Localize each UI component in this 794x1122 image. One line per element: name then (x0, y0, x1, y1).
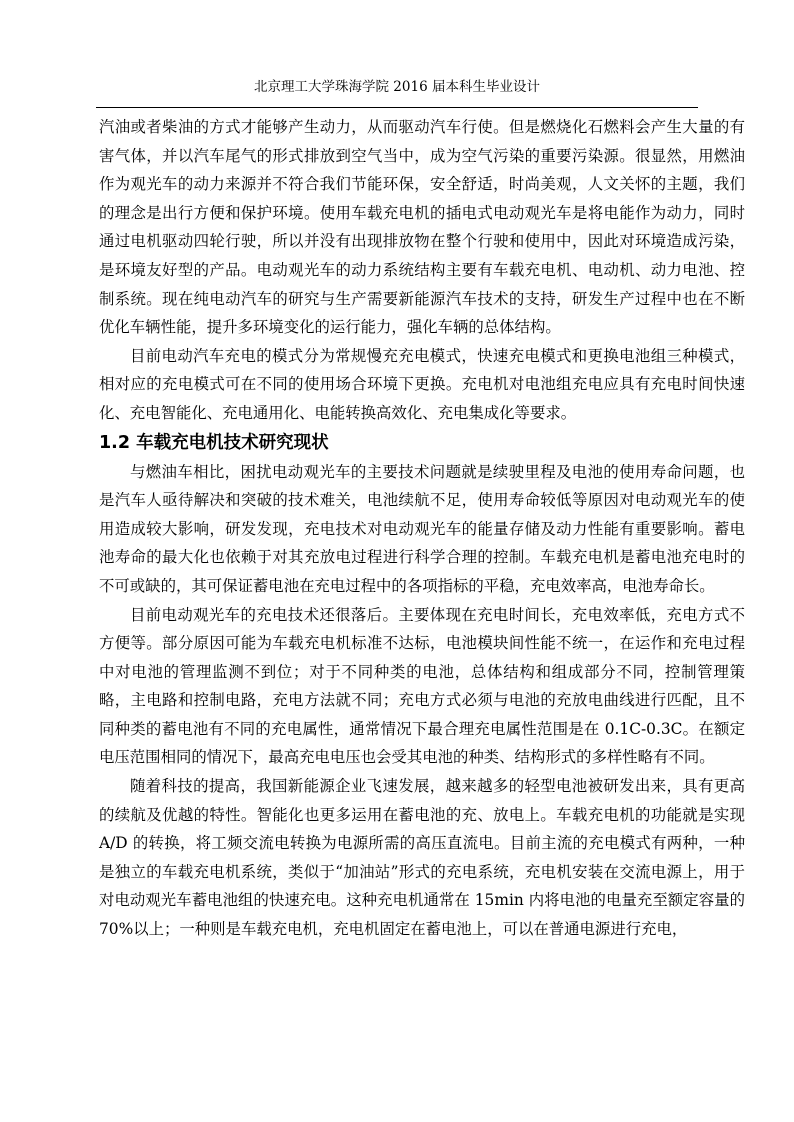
body-paragraph: 目前电动汽车充电的模式分为常规慢充充电模式，快速充电模式和更换电池组三种模式，相对应的充电模式可在不同的使用场合环境下更换。充电机对电池组充电应具有充电时间快速化、充电智能化、充电通用化、电能转换高效化、充电集成化等要求。 (99, 346, 745, 422)
body-paragraph: 随着科技的提高，我国新能源企业飞速发展，越来越多的轻型电池被研发出来，具有更高的续航及优越的特性。智能化也更多运用在蓄电池的充、放电上。车载充电机的功能就是实现 A/D 的转换，将工频交流电转换为电源所需的高压直流电。目前主流的充电模式有两种，一种是独立的车载充电机系统，类似于“加油站”形式的充电系统，充电机安装在交流电源上，用于对电动观光车蓄电池组的快速充电。这种充电机通常在 15min 内将电池的电量充至额定容量的 70%以上；一种则是车载充电机，充电机固定在蓄电池上，可以在普通电源进行充电， (99, 777, 745, 939)
header-rule (96, 107, 698, 108)
section-heading: 1.2 车载充电机技术研究现状 (99, 432, 329, 453)
page-header: 北京理工大学珠海学院 2016 届本科生毕业设计 (254, 79, 540, 95)
body-paragraph: 与燃油车相比，困扰电动观光车的主要技术问题就是续驶里程及电池的使用寿命问题，也是汽车人亟待解决和突破的技术难关，电池续航不足，使用寿命较低等原因对电动观光车的使用造成较大影响，研发发现，充电技术对电动观光车的能量存储及动力性能有重要影响。蓄电池寿命的最大化也依赖于对其充放电过程进行科学合理的控制。车载充电机是蓄电池充电时的不可或缺的，其可保证蓄电池在充电过程中的各项指标的平稳，充电效率高，电池寿命长。 (99, 462, 745, 595)
body-paragraph: 目前电动观光车的充电技术还很落后。主要体现在充电时间长，充电效率低，充电方式不方便等。部分原因可能为车载充电机标准不达标，电池模块间性能不统一，在运作和充电过程中对电池的管理监测不到位；对于不同种类的电池，总体结构和组成部分不同，控制管理策略，主电路和控制电路，充电方法就不同；充电方式必须与电池的充放电曲线进行匹配，且不同种类的蓄电池有不同的充电属性，通常情况下最合理充电属性范围是在 0.1C-0.3C。在额定电压范围相同的情况下，最高充电电压也会受其电池的种类、结构形式的多样性略有不同。 (99, 605, 745, 767)
document-body (99, 113, 745, 944)
body-paragraph: 汽油或者柴油的方式才能够产生动力，从而驱动汽车行使。但是燃烧化石燃料会产生大量的有害气体，并以汽车尾气的形式排放到空气当中，成为空气污染的重要污染源。很显然，用燃油作为观光车的动力来源并不符合我们节能环保，安全舒适，时尚美观，人文关怀的主题，我们的理念是出行方便和保护环境。使用车载充电机的插电式电动观光车是将电能作为动力，同时通过电机驱动四轮行驶，所以并没有出现排放物在整个行驶和使用中，因此对环境造成污染，是环境友好型的产品。电动观光车的动力系统结构主要有车载充电机、电动机、动力电池、控制系统。现在纯电动汽车的研究与生产需要新能源汽车技术的支持，研发生产过程中也在不断优化车辆性能，提升多环境变化的运行能力，强化车辆的总体结构。 (99, 118, 745, 337)
